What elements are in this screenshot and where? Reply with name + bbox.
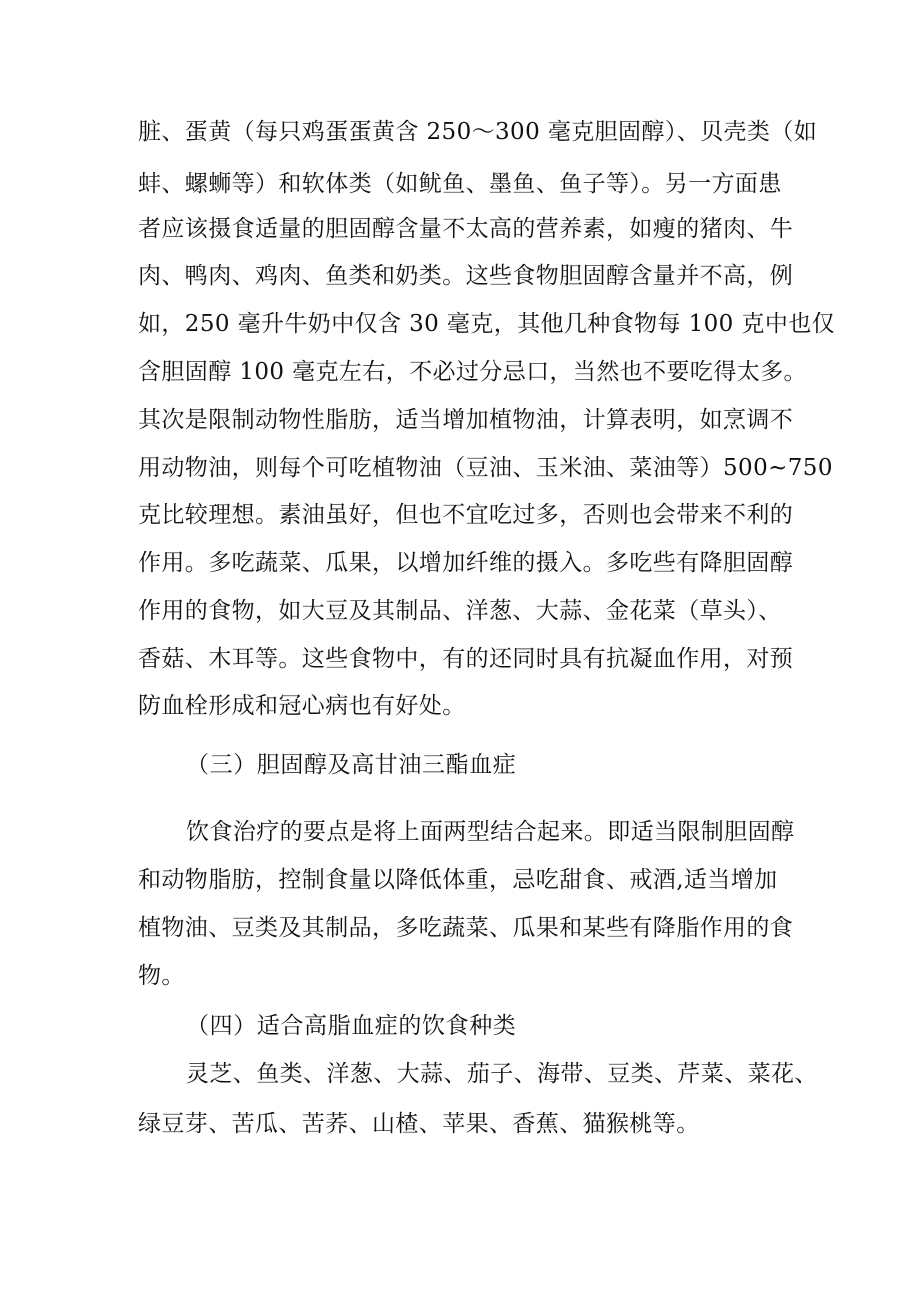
paragraph-line: 脏、蛋黄（每只鸡蛋蛋黄含 250～300 毫克胆固醇）、贝壳类（如 xyxy=(138,119,818,145)
paragraph-line: 绿豆芽、苦瓜、苦荞、山楂、苹果、香蕉、猫猴桃等。 xyxy=(138,1111,700,1137)
section-heading-3: （三）胆固醇及高甘油三酯血症 xyxy=(186,752,517,778)
paragraph-line: 防血栓形成和冠心病也有好处。 xyxy=(138,693,466,719)
paragraph-line: 饮食治疗的要点是将上面两型结合起来。即适当限制胆固醇 xyxy=(186,819,795,845)
paragraph-line: 作用。多吃蔬菜、瓜果，以增加纤维的摄入。多吃些有降胆固醇 xyxy=(138,550,794,576)
paragraph-line: 克比较理想。素油虽好，但也不宜吃过多，否则也会带来不利的 xyxy=(138,502,794,528)
paragraph-line: 香菇、木耳等。这些食物中，有的还同时具有抗凝血作用，对预 xyxy=(138,646,794,672)
paragraph-line: 用动物油，则每个可吃植物油（豆油、玉米油、菜油等）500~750 xyxy=(138,455,833,481)
paragraph-line: 其次是限制动物性脂肪，适当增加植物油，计算表明，如烹调不 xyxy=(138,407,794,433)
paragraph-line: 者应该摄食适量的胆固醇含量不太高的营养素，如瘦的猪肉、牛 xyxy=(138,216,794,242)
paragraph-line: 蚌、螺蛳等）和软体类（如鱿鱼、墨鱼、鱼子等）。另一方面患 xyxy=(138,171,782,197)
paragraph-line: 作用的食物，如大豆及其制品、洋葱、大蒜、金花菜（草头）、 xyxy=(138,598,782,624)
paragraph-line: 如，250 毫升牛奶中仅含 30 毫克，其他几种食物每 100 克中也仅 xyxy=(138,311,836,337)
paragraph-line: 肉、鸭肉、鸡肉、鱼类和奶类。这些食物胆固醇含量并不高，例 xyxy=(138,263,794,289)
paragraph-line: 和动物脂肪，控制食量以降低体重，忌吃甜食、戒酒,适当增加 xyxy=(138,867,778,893)
paragraph-line: 物。 xyxy=(138,963,185,989)
paragraph-line: 植物油、豆类及其制品，多吃蔬菜、瓜果和某些有降脂作用的食 xyxy=(138,915,794,941)
section-heading-4: （四）适合高脂血症的饮食种类 xyxy=(186,1013,517,1039)
paragraph-line: 含胆固醇 100 毫克左右，不必过分忌口，当然也不要吃得太多。 xyxy=(138,359,807,385)
paragraph-line: 灵芝、鱼类、洋葱、大蒜、茄子、海带、豆类、芹菜、菜花、 xyxy=(186,1061,818,1087)
